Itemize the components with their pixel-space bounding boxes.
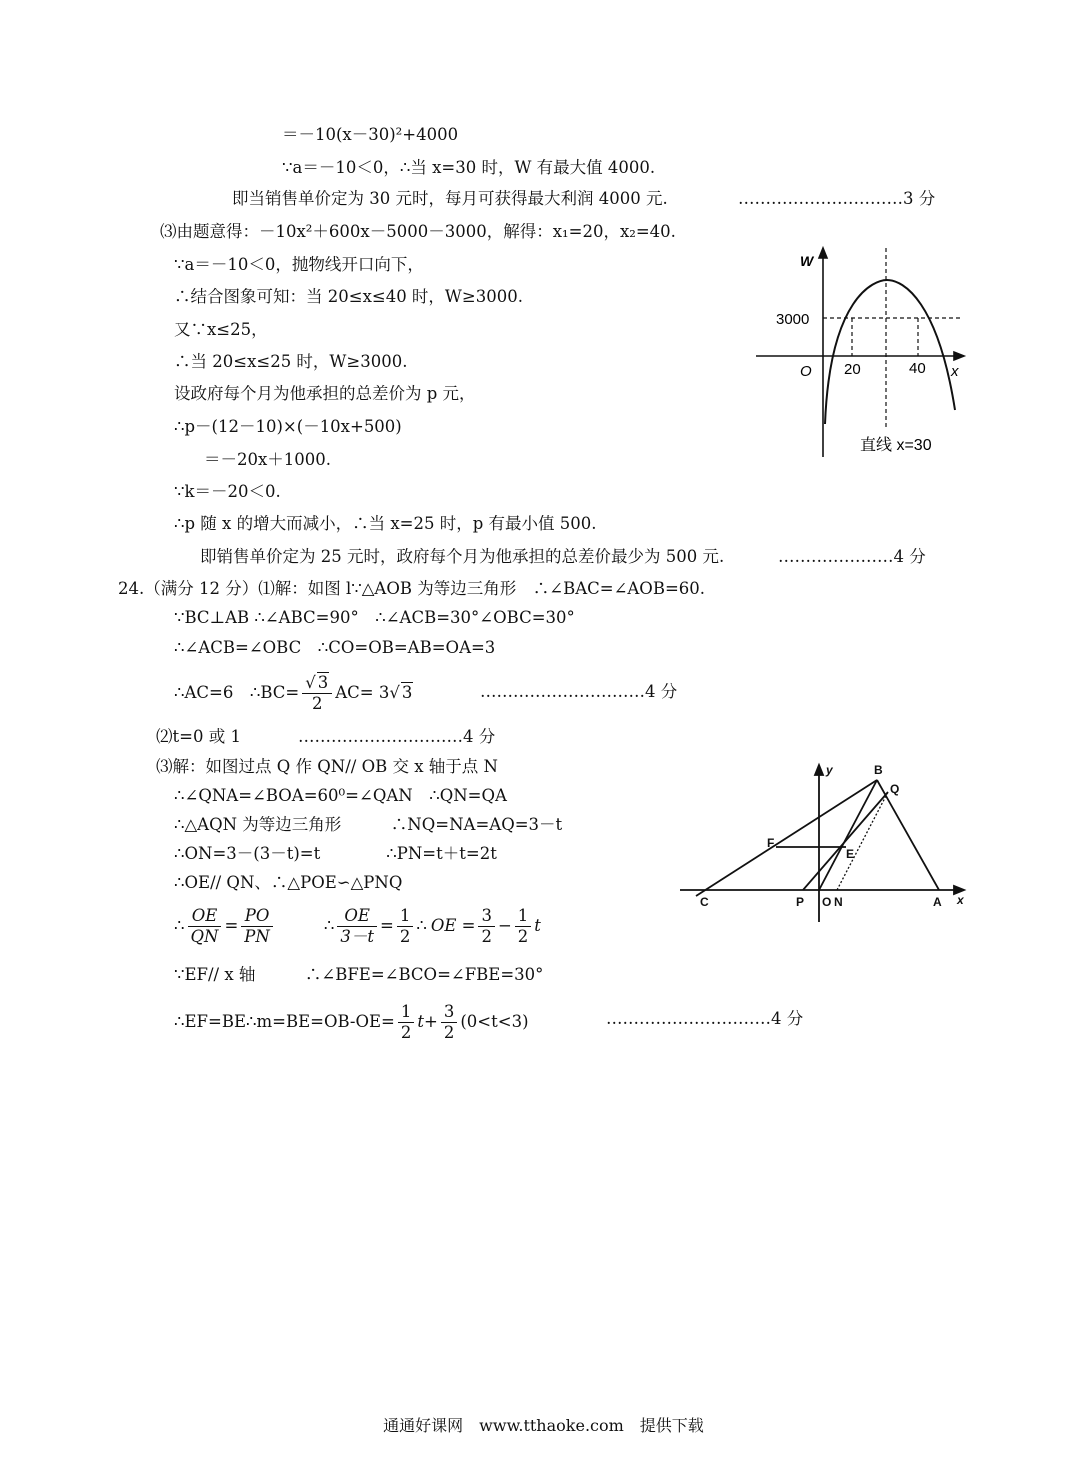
q24-line-1: 24.（满分 12 分）⑴解：如图 l∵△AOB 为等边三角形 ∴∠BAC=∠AOB=60.: [118, 579, 706, 598]
q23-line-10: ∴p－(12－10)×(－10x+500): [174, 417, 402, 436]
ratio-oe-qn-denominator: QN: [190, 926, 219, 946]
sqrt3-result: √ 3: [389, 683, 413, 702]
segment-cb: [696, 780, 877, 896]
x-label: x: [957, 893, 964, 907]
therefore-symbol-2: ∴: [323, 916, 335, 935]
q24-line-13-end: (0<t<3): [460, 1012, 529, 1031]
q24-line-8: ∴△AQN 为等边三角形 ∴NQ=NA=AQ=3－t: [174, 815, 563, 834]
ratio-po-pn: [241, 906, 273, 947]
q24-line-11: ∴ $\frac{OE}{QN}$ = $\frac{PO}{PN}$ ∴ $\frac{OE}{3-t}$ = $\frac{1}{2}$ ∴ OE = $\frac{3}{2}$ − $\frac{1}{2}$ t: [174, 905, 541, 946]
point-q-label: Q: [890, 782, 900, 796]
bc-fraction-numerator: √ 3: [302, 673, 332, 694]
therefore-symbol-3: ∴: [416, 916, 427, 935]
point-n-label: N: [834, 895, 843, 909]
q23-line-5: ∵a＝－10＜0，抛物线开口向下，: [174, 255, 424, 274]
ratio-po-pn-numerator: PO: [241, 906, 273, 927]
three-halves-2: [441, 1002, 458, 1043]
one-half-2: [398, 1002, 415, 1043]
origin-label: O: [800, 363, 812, 380]
tick-40-label: 40: [909, 360, 926, 377]
one-half-2-denominator: 2: [400, 1022, 412, 1042]
q24-line-4: [174, 667, 413, 719]
page-footer: 通通好课网 www.tthaoke.com 提供下载: [383, 1416, 704, 1435]
ratio-half-denominator: 2: [399, 926, 411, 946]
score-q24-2: …………………………4 分: [298, 727, 496, 746]
q23-line-4: ⑶由题意得：－10x²＋600x－5000－3000，解得：x₁=20，x₂=40.: [160, 222, 676, 241]
x-axis-arrow: [954, 352, 964, 360]
bc-fraction-denominator: 2: [312, 693, 323, 713]
q23-line-14: 即销售单价定为 25 元时，政府每个月为他承担的总差价最少为 500 元.: [200, 547, 725, 566]
ratio-oe-3t-denominator: 3－t: [340, 926, 374, 946]
one-half-1-numerator: 1: [515, 906, 532, 927]
q24-line-3: ∴∠ACB=∠OBC ∴CO=OB=AB=OA=3: [174, 638, 496, 657]
q23-line-6: ∴结合图象可知：当 20≤x≤40 时，W≥3000.: [174, 287, 523, 306]
q24-line-13-start: ∴EF=BE∴m=BE=OB-OE=: [174, 1012, 395, 1031]
q24-line-9: ∴ON=3－(3－t)=t ∴PN=t＋t=2t: [174, 844, 497, 863]
q24-line-7: ∴∠QNA=∠BOA=60⁰=∠QAN ∴QN=QA: [174, 786, 507, 805]
ratio-oe-3t: [337, 906, 377, 947]
q23-line-7: 又∵x≤25，: [174, 320, 268, 339]
therefore-symbol-1: ∴: [174, 916, 185, 935]
ratio-oe-qn-numerator: OE: [188, 906, 222, 927]
three-halves-1-denominator: 2: [481, 926, 492, 946]
one-half-2-numerator: 1: [398, 1002, 415, 1023]
segment-pq: [803, 792, 888, 890]
x-axis-label: x: [951, 363, 959, 380]
sqrt3-radicand: 3: [317, 672, 329, 692]
ratio-half-numerator: 1: [397, 906, 414, 927]
segment-ob: [819, 780, 877, 890]
q24-line-12: ∵EF// x 轴 ∴∠BFE=∠BCO=∠FBE=30°: [174, 965, 544, 984]
three-halves-1: [478, 906, 495, 947]
tick-20-label: 20: [844, 361, 861, 378]
parabola-graph: [752, 242, 974, 464]
triangle-figure: [676, 760, 976, 930]
y-axis-arrow: [819, 248, 827, 258]
point-p-label: P: [796, 895, 805, 909]
q23-line-1: ＝－10(x－30)²+4000: [282, 125, 459, 144]
q23-line-3: 即当销售单价定为 30 元时，每月可获得最大利润 4000 元.: [232, 189, 668, 208]
q24-line-10: ∴OE// QN、∴△POE∽△PNQ: [174, 873, 403, 892]
sqrt3-result-radicand: 3: [401, 683, 413, 702]
q23-line-11: ＝－20x＋1000.: [204, 450, 332, 469]
q24-line-6: ⑶解：如图过点 Q 作 QN// OB 交 x 轴于点 N: [156, 757, 498, 776]
q23-line-13: ∴p 随 x 的增大而减小，∴当 x=25 时，p 有最小值 500.: [174, 514, 597, 533]
w-axis-label: W: [800, 253, 814, 269]
three-halves-2-denominator: 2: [443, 1022, 455, 1042]
score-4: …………………4 分: [778, 547, 926, 566]
one-half-1-denominator: 2: [517, 926, 529, 946]
y-axis-arrow: [815, 765, 823, 775]
parabola-curve: [825, 280, 955, 424]
ratio-po-pn-denominator: PN: [244, 926, 270, 946]
q23-line-2: ∵a＝－10＜0，∴当 x=30 时，W 有最大值 4000.: [282, 158, 656, 177]
score-q24-3: …………………………4 分: [606, 1009, 804, 1028]
symmetry-caption: 直线 x=30: [860, 437, 932, 454]
one-half-1: [515, 906, 532, 947]
point-e-label: E: [846, 847, 855, 861]
score-q24-1: …………………………4 分: [480, 682, 678, 701]
q23-line-12: ∵k＝－20＜0.: [174, 482, 281, 501]
y-label: y: [826, 763, 833, 777]
ratio-half: [397, 906, 414, 947]
point-o-label: O: [822, 895, 832, 909]
q24-line-4-start: ∴AC=6 ∴BC=: [174, 683, 300, 702]
ratio-oe-qn: [188, 906, 222, 947]
point-c-label: C: [700, 895, 709, 909]
q24-line-13: ∴EF=BE∴m=BE=OB-OE= $\frac{1}{2}$ t + $\frac{3}{2}$ (0<t<3): [174, 1001, 529, 1042]
point-a-label: A: [933, 895, 942, 909]
oe-equals: OE =: [430, 916, 476, 935]
point-b-label: B: [874, 763, 883, 777]
q24-line-4-end: AC= 3: [335, 683, 390, 702]
q24-line-5: ⑵t=0 或 1: [156, 727, 241, 746]
q23-line-9: 设政府每个月为他承担的总差价为 p 元，: [174, 384, 476, 403]
w3000-label: 3000: [776, 311, 810, 328]
ratio-oe-3t-numerator: OE: [337, 906, 377, 927]
q24-line-2: ∵BC⊥AB ∴∠ABC=90° ∴∠ACB=30°∠OBC=30°: [174, 608, 575, 627]
three-halves-2-numerator: 3: [441, 1002, 458, 1023]
bc-fraction: [302, 673, 332, 714]
three-halves-1-numerator: 3: [478, 906, 495, 927]
point-f-label: F: [767, 836, 775, 850]
q23-line-8: ∴当 20≤x≤25 时，W≥3000.: [174, 352, 408, 371]
score-3: …………………………3 分: [738, 189, 936, 208]
